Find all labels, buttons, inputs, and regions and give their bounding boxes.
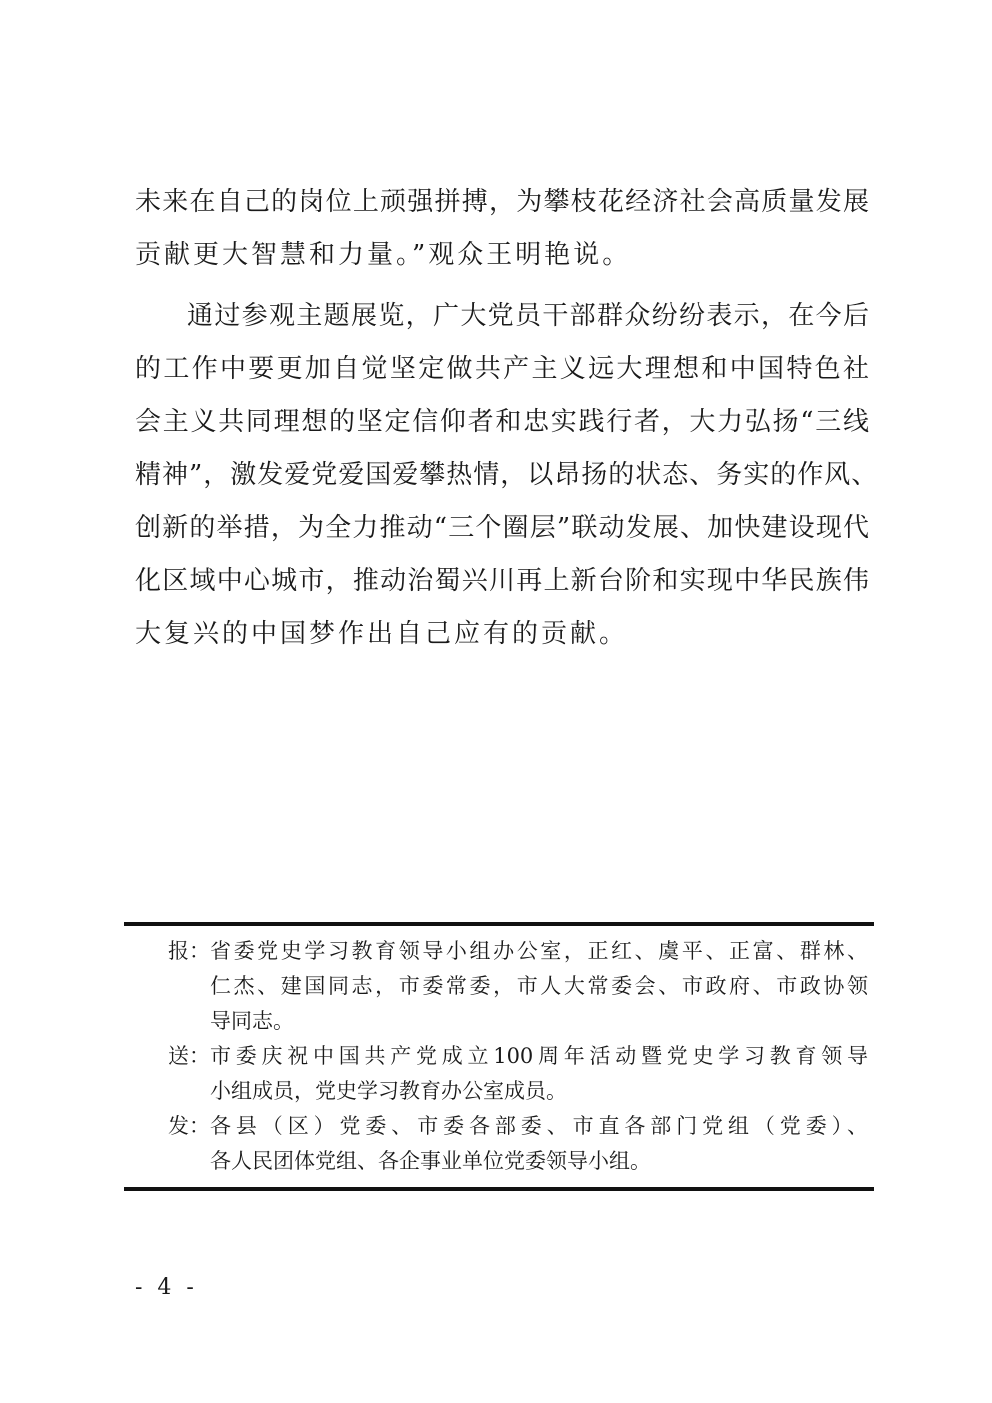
distribution-send	[124, 1039, 874, 1109]
report-line: 省委党史学习教育领导小组办公室，正红、虞平、正富、群林、	[210, 939, 868, 963]
paragraph-line: 精神”，激发爱党爱国爱攀热情，以昂扬的状态、务实的作风、	[135, 460, 879, 490]
distribution-issue	[124, 1109, 874, 1179]
paragraph-1	[135, 176, 870, 282]
send-line: 市委庆祝中国共产党成立100周年活动暨党史学习教育领导	[210, 1044, 868, 1068]
paragraph-line: 通过参观主题展览，广大党员干部群众纷纷表示，在今后	[187, 301, 870, 331]
paragraph-2	[135, 290, 879, 661]
paragraph-line: 未来在自己的岗位上顽强拼搏，为攀枝花经济社会高质量发展	[135, 187, 870, 217]
report-label: 报：	[168, 939, 210, 963]
paragraph-line: 贡献更大智慧和力量。”观众王明艳说。	[135, 240, 632, 270]
paragraph-line: 创新的举措，为全力推动“三个圈层”联动发展、加快建设现代	[135, 513, 870, 543]
bottom-rule	[124, 1187, 874, 1191]
issue-line: 各人民团体党组、各企事业单位党委领导小组。	[210, 1149, 651, 1173]
document-body	[135, 176, 879, 661]
paragraph-line: 化区域中心城市，推动治蜀兴川再上新台阶和实现中华民族伟	[135, 566, 870, 596]
issue-label: 发：	[168, 1114, 210, 1138]
issue-line: 各县（区）党委、市委各部委、市直各部门党组（党委）、	[210, 1114, 868, 1138]
page-number: - 4 -	[135, 1275, 198, 1300]
paragraph-line: 大复兴的中国梦作出自己应有的贡献。	[135, 619, 629, 649]
distribution-block	[124, 922, 874, 1191]
report-line: 仁杰、建国同志，市委常委，市人大常委会、市政府、市政协领	[210, 974, 868, 998]
paragraph-line: 的工作中要更加自觉坚定做共产主义远大理想和中国特色社	[135, 354, 870, 384]
send-line: 小组成员，党史学习教育办公室成员。	[210, 1079, 567, 1103]
distribution-report	[124, 934, 874, 1039]
paragraph-line: 会主义共同理想的坚定信仰者和忠实践行者，大力弘扬“三线	[135, 407, 870, 437]
distribution-list	[124, 926, 874, 1187]
report-line: 导同志。	[210, 1009, 294, 1033]
send-label: 送：	[168, 1044, 210, 1068]
